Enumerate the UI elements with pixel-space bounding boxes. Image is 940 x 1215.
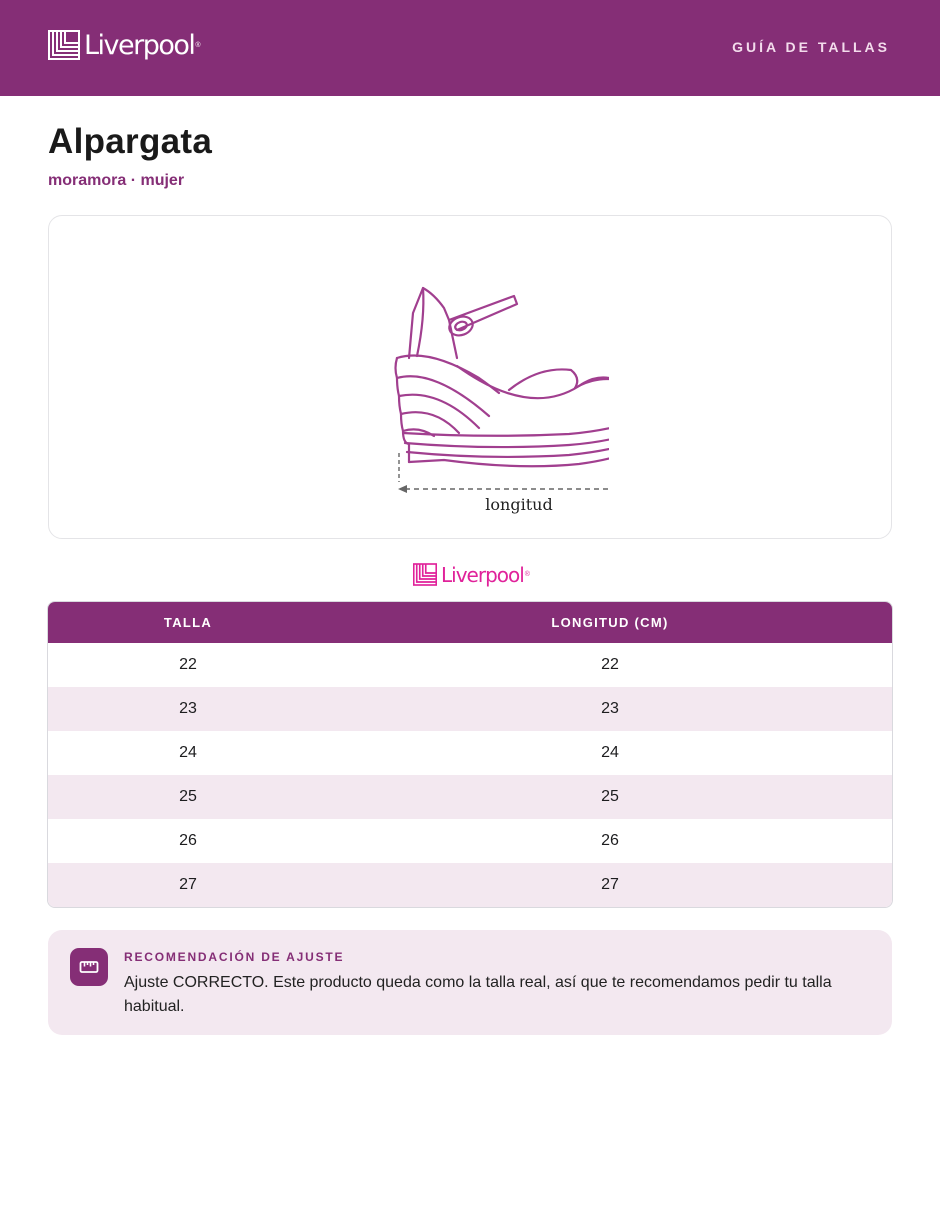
liverpool-logo-text: Liverpool	[84, 29, 195, 61]
liverpool-logo-text: Liverpool	[441, 562, 524, 587]
product-subtitle: moramora · mujer	[48, 172, 185, 189]
product-title: Alpargata	[48, 122, 213, 161]
cell-talla: 27	[179, 876, 197, 893]
cell-longitud: 22	[601, 656, 619, 673]
cell-talla: 22	[179, 656, 197, 673]
table-row	[48, 863, 892, 907]
cell-longitud: 26	[601, 832, 619, 849]
column-header-longitud: LONGITUD (CM)	[551, 615, 669, 630]
cell-talla: 23	[179, 700, 197, 717]
cell-talla: 26	[179, 832, 197, 849]
table-row	[48, 731, 892, 775]
registered-mark: ®	[524, 571, 530, 578]
liverpool-logo-icon	[413, 563, 437, 586]
table-row	[48, 775, 892, 819]
size-guide-link[interactable]: GUÍA DE TALLAS	[732, 39, 890, 55]
liverpool-logo[interactable]	[48, 30, 201, 60]
table-header	[48, 602, 892, 643]
cell-longitud: 24	[601, 744, 619, 761]
liverpool-logo-secondary	[413, 563, 530, 586]
recommendation-text: Ajuste CORRECTO. Este producto queda como la talla real, así que te recomendamos pedir tu talla habitual.	[124, 974, 832, 1015]
cell-longitud: 27	[601, 876, 619, 893]
registered-mark: ®	[195, 41, 201, 49]
measure-label: longitud	[485, 495, 553, 514]
cell-talla: 25	[179, 788, 197, 805]
page-header	[0, 0, 940, 96]
size-table	[47, 601, 893, 908]
fit-recommendation	[48, 930, 892, 1035]
ruler-icon	[70, 948, 108, 986]
cell-talla: 24	[179, 744, 197, 761]
table-row	[48, 819, 892, 863]
column-header-talla: TALLA	[163, 615, 213, 630]
liverpool-logo-icon	[48, 30, 80, 60]
wedge-espadrille-illustration	[339, 238, 609, 520]
table-row	[48, 643, 892, 687]
recommendation-title: RECOMENDACIÓN DE AJUSTE	[124, 950, 345, 964]
product-diagram-card	[48, 215, 892, 539]
table-row	[48, 687, 892, 731]
cell-longitud: 25	[601, 788, 619, 805]
cell-longitud: 23	[601, 700, 619, 717]
